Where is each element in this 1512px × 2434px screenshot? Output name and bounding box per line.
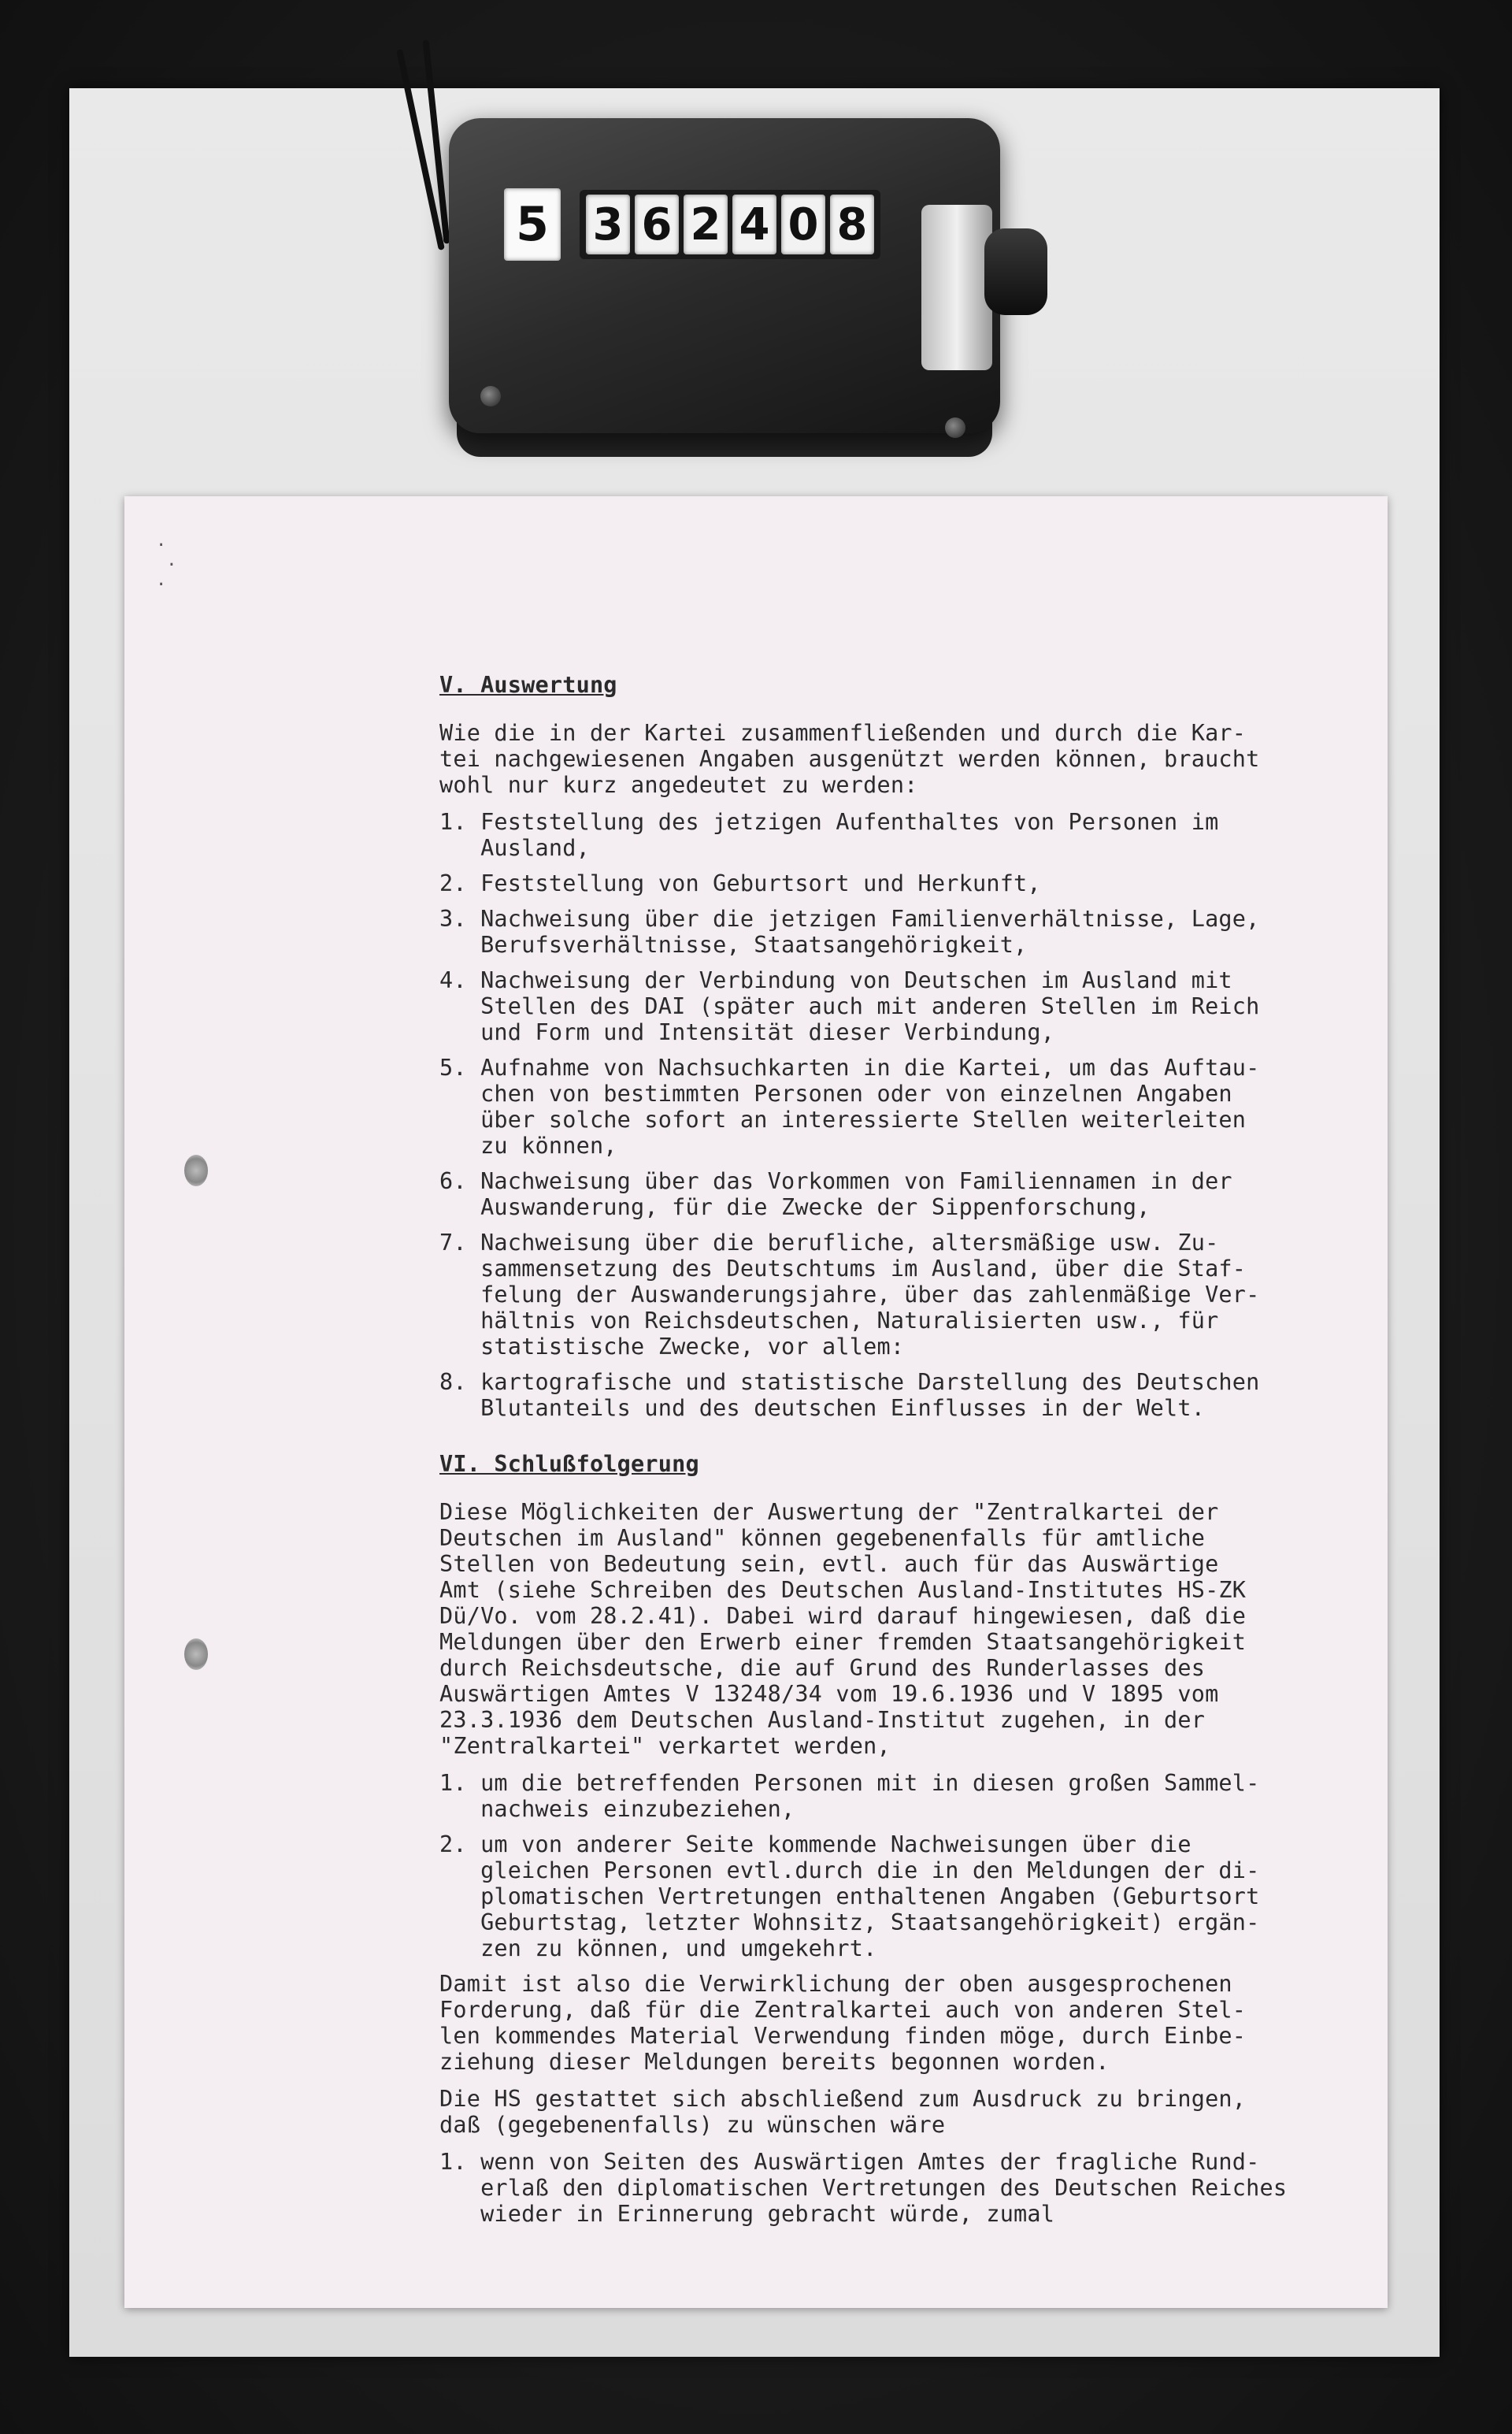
list-item: 4. Nachweisung der Verbindung von Deutschen im Ausland mit Stellen des DAI (später auch mit anderen Stellen im Reich und Form und Intensität dieser Verbindung, (439, 967, 1260, 1045)
list-item: 1. um die betreffenden Personen mit in diesen großen Sammel- nachweis einzubeziehen, (439, 1770, 1260, 1822)
list-item: 5. Aufnahme von Nachsuchkarten in die Kartei, um das Auftau- chen von bestimmten Personen oder von einzelnen Angaben über solche sofort an interessierte Stellen weiterleiten zu können, (439, 1055, 1260, 1159)
paragraph: Damit ist also die Verwirklichung der oben ausgesprochenen Forderung, daß für die Zentralkartei auch von anderen Stel- len kommendes Material Verwendung finden möge, durch Einbe- ziehung dieser Meldungen bereits begonnen worden. (439, 1971, 1247, 2075)
list-item: 1. Feststellung des jetzigen Aufenthaltes von Personen im Ausland, (439, 809, 1219, 861)
frame-counter-device (449, 95, 1000, 465)
counter-display (504, 181, 914, 268)
counter-digit: 2 (684, 195, 728, 254)
list-item: 2. Feststellung von Geburtsort und Herkunft, (439, 870, 1041, 896)
screw-icon (945, 417, 965, 438)
list-item: 8. kartografische und statistische Darstellung des Deutschen Blutanteils und des deutschen Einflusses in der Welt. (439, 1369, 1260, 1421)
metal-clip (921, 205, 992, 370)
counter-digit: 0 (781, 195, 825, 254)
paper-specks: · · · (156, 536, 177, 595)
list-item: 7. Nachweisung über die berufliche, altersmäßige usw. Zu- sammensetzung des Deutschtums im Ausland, über die Staf- felung der Auswanderungsjahre, über das zahlenmäßige Ver- hältnis von Reichsdeutschen, Naturalisierten usw., für statistische Zwecke, vor allem: (439, 1230, 1260, 1360)
punch-hole (184, 1155, 208, 1186)
counter-digit: 8 (830, 195, 874, 254)
punch-hole (184, 1638, 208, 1670)
counter-digit: 4 (732, 195, 776, 254)
list-item: 1. wenn von Seiten des Auswärtigen Amtes der fragliche Rund- erlaß den diplomatischen Vertretungen des Deutschen Reiches wieder in Erinnerung gebracht würde, zumal (439, 2149, 1288, 2227)
counter-drum (580, 190, 880, 259)
paragraph: Diese Möglichkeiten der Auswertung der "Zentralkartei der Deutschen im Ausland" können gegebenenfalls für amtliche Stellen von Bedeutung sein, evtl. auch für das Auswärtige Amt (siehe Schreiben des Deutschen Ausland-Institutes HS-ZK Dü/Vo. vom 28.2.41). Dabei wird darauf hingewiesen, daß die Meldungen über den Erwerb einer fremden Staatsangehörigkeit durch Reichsdeutsche, die auf Grund des Runderlasses des Auswärtigen Amtes V 13248/34 vom 19.6.1936 und V 1895 vom 23.3.1936 dem Deutschen Ausland-Institut zugehen, in der "Zentralkartei" verkartet werden, (439, 1499, 1247, 1759)
list-item: 2. um von anderer Seite kommende Nachweisungen über die gleichen Personen evtl.durch die in den Meldungen der di- plomatischen Vertretungen enthaltenen Angaben (Geburtsort Geburtstag, letzter Wohnsitz, Staatsangehörigkeit) ergän- zen zu können, und umgekehrt. (439, 1831, 1260, 1961)
screw-icon (480, 386, 501, 406)
counter-body (449, 118, 1000, 433)
paragraph: Wie die in der Kartei zusammenfließenden und durch die Kar- tei nachgewiesenen Angaben ausgenützt werden können, braucht wohl nur kurz angedeutet zu werden: (439, 720, 1260, 798)
section-heading: V. Auswertung (439, 672, 617, 698)
counter-digit: 6 (635, 195, 679, 254)
list-item: 3. Nachweisung über die jetzigen Familienverhältnisse, Lage, Berufsverhältnisse, Staatsangehörigkeit, (439, 906, 1260, 958)
list-item: 6. Nachweisung über das Vorkommen von Familiennamen in der Auswanderung, für die Zwecke der Sippenforschung, (439, 1168, 1232, 1220)
paragraph: Die HS gestattet sich abschließend zum Ausdruck zu bringen, daß (gegebenenfalls) zu wünschen wäre (439, 2086, 1247, 2138)
counter-prefix: 5 (504, 188, 561, 261)
reset-knob (984, 228, 1047, 315)
typed-document-page (124, 496, 1388, 2308)
counter-digit: 3 (586, 195, 630, 254)
section-heading: VI. Schlußfolgerung (439, 1451, 699, 1477)
document-text (439, 646, 1377, 2288)
